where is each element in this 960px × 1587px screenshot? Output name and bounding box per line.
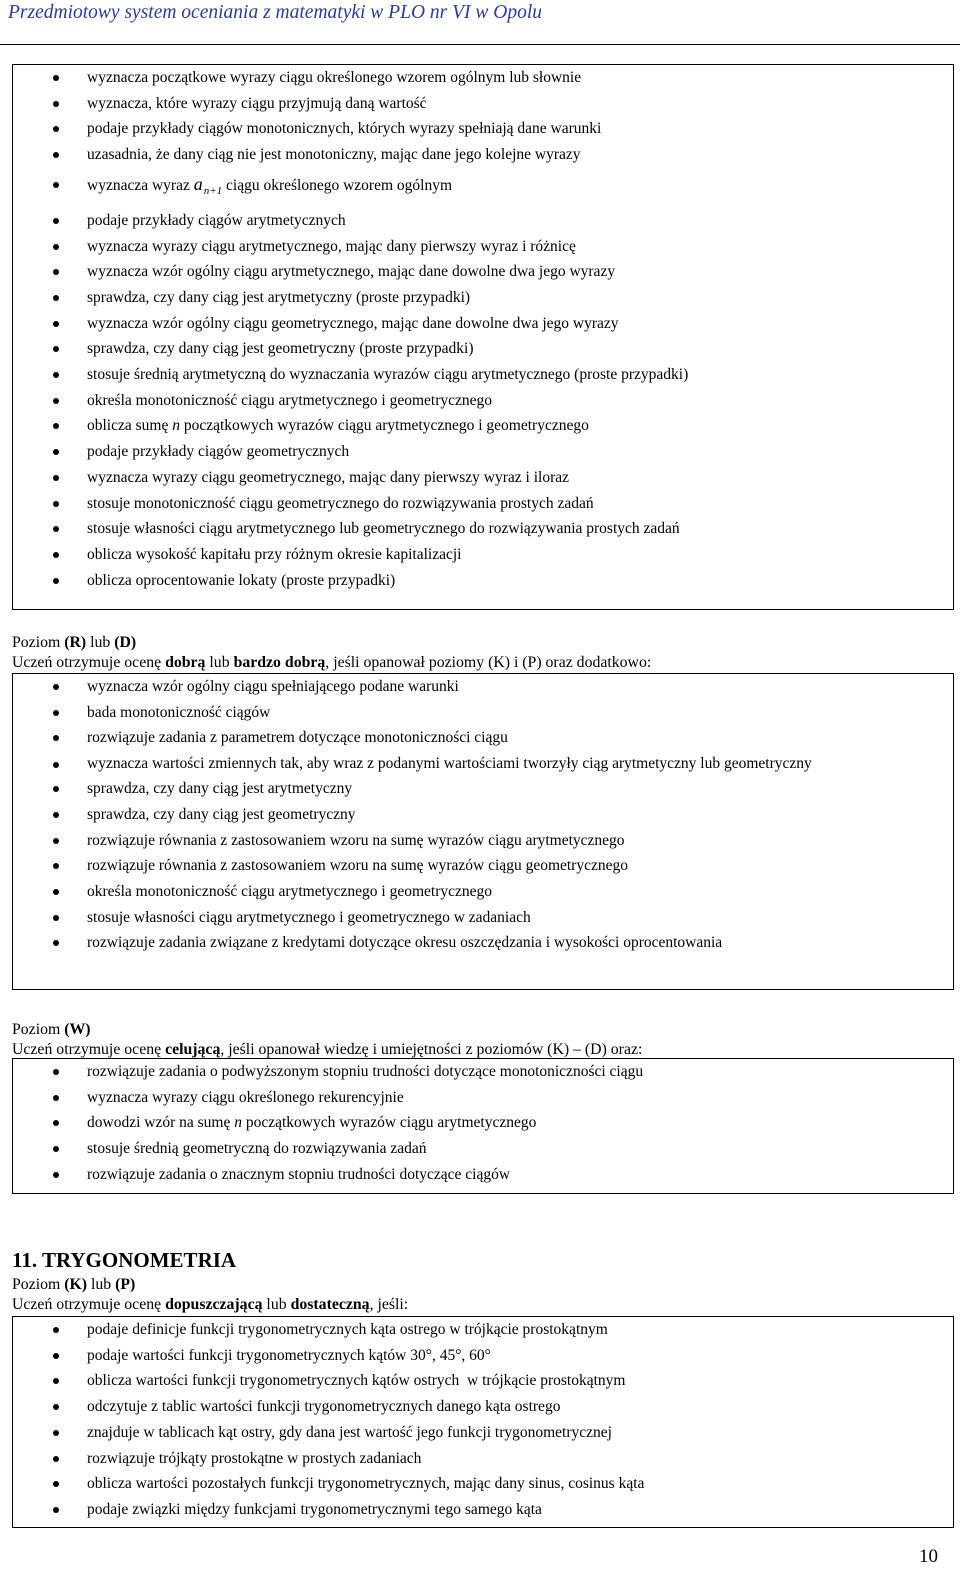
- bullet-icon: [53, 1378, 59, 1384]
- list-item: wyznacza wyrazy ciągu geometrycznego, mając dany pierwszy wyraz i iloraz: [13, 465, 953, 491]
- list-item: wyznacza wyraz $a_{n+1}$ ciągu określonego wzorem ogólnym: [13, 168, 953, 208]
- list-item: wyznacza wzór ogólny ciągu arytmetycznego, mając dane dowolne dwa jego wyrazy: [13, 259, 953, 285]
- bullet-icon: [53, 501, 59, 507]
- bullet-icon: [53, 889, 59, 895]
- list-item: sprawdza, czy dany ciąg jest arytmetyczny: [13, 776, 953, 802]
- bullet-icon: [53, 346, 59, 352]
- bullet-icon: [53, 915, 59, 921]
- list-item: dowodzi wzór na sumę n początkowych wyrazów ciągu arytmetycznego: [13, 1110, 953, 1136]
- list-item: podaje przykłady ciągów arytmetycznych: [13, 208, 953, 234]
- bullet-icon: [53, 182, 59, 188]
- requirements-list: [13, 1317, 953, 1523]
- list-item: wyznacza wyrazy ciągu określonego rekurencyjnie: [13, 1085, 953, 1111]
- bullet-icon: [53, 398, 59, 404]
- header-title: Przedmiotowy system oceniania z matematyki w PLO nr VI w Opolu: [8, 2, 543, 23]
- bullet-icon: [53, 372, 59, 378]
- bullet-icon: [53, 101, 59, 107]
- list-item: stosuje średnią arytmetyczną do wyznaczania wyrazów ciągu arytmetycznego (proste przypadki): [13, 362, 953, 388]
- bullet-icon: [53, 1120, 59, 1126]
- level-heading-rd: Poziom (R) lub (D): [12, 634, 137, 651]
- list-item: stosuje własności ciągu arytmetycznego lub geometrycznego do rozwiązywania prostych zadań: [13, 516, 953, 542]
- requirements-box-w: [12, 1058, 954, 1194]
- requirements-list: [13, 1059, 953, 1188]
- bullet-icon: [53, 940, 59, 946]
- list-item: wyznacza początkowe wyrazy ciągu określonego wzorem ogólnym lub słownie: [13, 65, 953, 91]
- bullet-icon: [53, 710, 59, 716]
- list-item: określa monotoniczność ciągu arytmetycznego i geometrycznego: [13, 388, 953, 414]
- bullet-icon: [53, 552, 59, 558]
- bullet-icon: [53, 1481, 59, 1487]
- bullet-icon: [53, 423, 59, 429]
- list-item: wyznacza wzór ogólny ciągu geometrycznego, mając dane dowolne dwa jego wyrazy: [13, 311, 953, 337]
- list-item: wyznacza wyrazy ciągu arytmetycznego, mając dany pierwszy wyraz i różnicę: [13, 234, 953, 260]
- bullet-icon: [53, 735, 59, 741]
- list-item: rozwiązuje zadania związane z kredytami dotyczące okresu oszczędzania i wysokości oprocentowania: [13, 930, 953, 956]
- requirements-box-trig: [12, 1316, 954, 1528]
- bullet-icon: [53, 838, 59, 844]
- list-item: sprawdza, czy dany ciąg jest arytmetyczny (proste przypadki): [13, 285, 953, 311]
- list-item: stosuje własności ciągu arytmetycznego i geometrycznego w zadaniach: [13, 905, 953, 931]
- requirements-box-rd: [12, 673, 954, 990]
- bullet-icon: [53, 269, 59, 275]
- list-item: rozwiązuje równania z zastosowaniem wzoru na sumę wyrazów ciągu geometrycznego: [13, 853, 953, 879]
- list-item: podaje wartości funkcji trygonometrycznych kątów 30°, 45°, 60°: [13, 1343, 953, 1369]
- list-item: rozwiązuje zadania o podwyższonym stopniu trudności dotyczące monotoniczności ciągu: [13, 1059, 953, 1085]
- bullet-icon: [53, 1507, 59, 1513]
- bullet-icon: [53, 1404, 59, 1410]
- bullet-icon: [53, 152, 59, 158]
- list-item: oblicza wysokość kapitału przy różnym okresie kapitalizacji: [13, 542, 953, 568]
- level-intro-rd: Uczeń otrzymuje ocenę dobrą lub bardzo dobrą, jeśli opanował poziomy (K) i (P) oraz dodatkowo:: [12, 654, 652, 671]
- list-item: podaje definicje funkcji trygonometrycznych kąta ostrego w trójkącie prostokątnym: [13, 1317, 953, 1343]
- bullet-icon: [53, 863, 59, 869]
- bullet-icon: [53, 295, 59, 301]
- list-item: bada monotoniczność ciągów: [13, 700, 953, 726]
- list-item: podaje przykłady ciągów geometrycznych: [13, 439, 953, 465]
- bullet-icon: [53, 1172, 59, 1178]
- level-intro-kp: Uczeń otrzymuje ocenę dopuszczającą lub dostateczną, jeśli:: [12, 1296, 409, 1313]
- bullet-icon: [53, 1327, 59, 1333]
- requirements-list: [13, 674, 953, 956]
- list-item: wyznacza wartości zmiennych tak, aby wraz z podanymi wartościami tworzyły ciąg arytmetyczny lub geometryczny: [13, 751, 953, 776]
- requirements-box-kp: [12, 64, 954, 610]
- list-item: oblicza wartości pozostałych funkcji trygonometrycznych, mając dany sinus, cosinus kąta: [13, 1471, 953, 1497]
- list-item: rozwiązuje równania z zastosowaniem wzoru na sumę wyrazów ciągu arytmetycznego: [13, 828, 953, 854]
- section-title: 11. TRYGONOMETRIA: [12, 1248, 237, 1272]
- bullet-icon: [53, 1069, 59, 1075]
- list-item: oblicza sumę n początkowych wyrazów ciągu arytmetycznego i geometrycznego: [13, 413, 953, 439]
- list-item: sprawdza, czy dany ciąg jest geometryczny: [13, 802, 953, 828]
- list-item: podaje związki między funkcjami trygonometrycznymi tego samego kąta: [13, 1497, 953, 1523]
- page-header: [0, 0, 960, 45]
- list-item: uzasadnia, że dany ciąg nie jest monotoniczny, mając dane jego kolejne wyrazy: [13, 142, 953, 168]
- list-item: rozwiązuje trójkąty prostokątne w prostych zadaniach: [13, 1446, 953, 1472]
- requirements-list: [13, 65, 953, 593]
- bullet-icon: [53, 126, 59, 132]
- bullet-icon: [53, 1430, 59, 1436]
- list-item: określa monotoniczność ciągu arytmetycznego i geometrycznego: [13, 879, 953, 905]
- level-heading-w: Poziom (W): [12, 1021, 91, 1038]
- bullet-icon: [53, 684, 59, 690]
- list-item: oblicza wartości funkcji trygonometrycznych kątów ostrych w trójkącie prostokątnym: [13, 1368, 953, 1394]
- list-item: oblicza oprocentowanie lokaty (proste przypadki): [13, 568, 953, 594]
- level-intro-w: Uczeń otrzymuje ocenę celującą, jeśli opanował wiedzę i umiejętności z poziomów (K) – (D) oraz:: [12, 1041, 643, 1058]
- bullet-icon: [53, 1353, 59, 1359]
- level-heading-kp: Poziom (K) lub (P): [12, 1276, 136, 1293]
- bullet-icon: [53, 244, 59, 250]
- list-item: stosuje monotoniczność ciągu geometrycznego do rozwiązywania prostych zadań: [13, 491, 953, 517]
- bullet-icon: [53, 762, 59, 768]
- bullet-icon: [53, 1095, 59, 1101]
- list-item: rozwiązuje zadania o znacznym stopniu trudności dotyczące ciągów: [13, 1162, 953, 1188]
- list-item: wyznacza, które wyrazy ciągu przyjmują daną wartość: [13, 91, 953, 117]
- bullet-icon: [53, 812, 59, 818]
- page-number: 10: [919, 1546, 938, 1567]
- bullet-icon: [53, 475, 59, 481]
- list-item: rozwiązuje zadania z parametrem dotyczące monotoniczności ciągu: [13, 725, 953, 751]
- bullet-icon: [53, 321, 59, 327]
- list-item: stosuje średnią geometryczną do rozwiązywania zadań: [13, 1136, 953, 1162]
- bullet-icon: [53, 578, 59, 584]
- bullet-icon: [53, 526, 59, 532]
- bullet-icon: [53, 1146, 59, 1152]
- bullet-icon: [53, 449, 59, 455]
- list-item: odczytuje z tablic wartości funkcji trygonometrycznych danego kąta ostrego: [13, 1394, 953, 1420]
- bullet-icon: [53, 786, 59, 792]
- list-item: sprawdza, czy dany ciąg jest geometryczny (proste przypadki): [13, 336, 953, 362]
- bullet-icon: [53, 218, 59, 224]
- bullet-icon: [53, 75, 59, 81]
- list-item: podaje przykłady ciągów monotonicznych, których wyrazy spełniają dane warunki: [13, 116, 953, 142]
- list-item: znajduje w tablicach kąt ostry, gdy dana jest wartość jego funkcji trygonometrycznej: [13, 1420, 953, 1446]
- list-item: wyznacza wzór ogólny ciągu spełniającego podane warunki: [13, 674, 953, 700]
- bullet-icon: [53, 1456, 59, 1462]
